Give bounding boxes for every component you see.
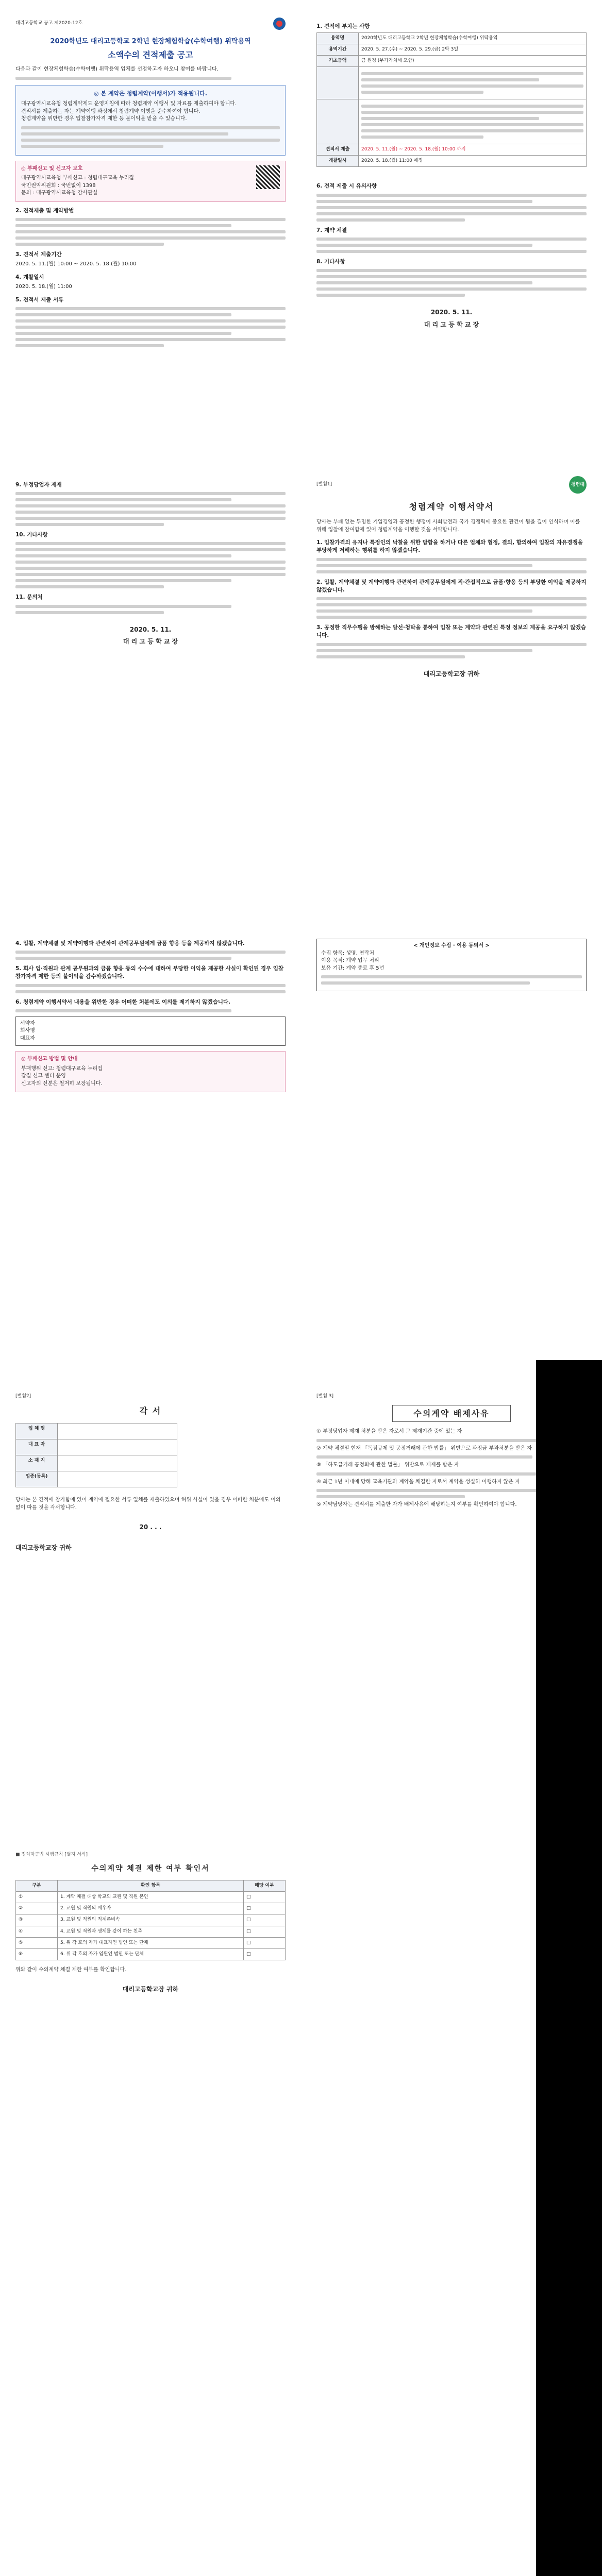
pledge-item: 1. 입찰가격의 유지나 특정인의 낙찰을 위한 담합을 하거나 다른 업체와 협정, 결의, 합의하여 입찰의 자유경쟁을 부당하게 저해하는 행위를 하지 않겠습니다. xyxy=(316,539,583,554)
privacy-item: 이용 목적: 계약 업무 처리 xyxy=(321,958,379,963)
page2-left-column xyxy=(0,459,301,912)
restriction-table xyxy=(15,1880,286,1960)
table-row: ③ 3. 교원 및 직원의 직계존비속 □ xyxy=(16,1914,286,1926)
privacy-item: 보유 기간: 계약 종료 후 5년 xyxy=(321,965,384,971)
attachment-tag: [별첨1] xyxy=(316,482,332,487)
table-row: 개찰일시 2020. 5. 18.(월) 11:00 예정 xyxy=(317,156,587,167)
section-title: 6. 견적 제출 시 유의사항 xyxy=(316,183,377,190)
sign-label: 서약자 xyxy=(20,1020,35,1026)
report-item: 대구광역시교육청 부패신고 : 청렴대구교육 누리집 xyxy=(21,175,134,181)
page1-title xyxy=(15,37,286,61)
title-line1: 2020학년도 대리고등학교 2학년 현장체험학습(수학여행) 위탁용역 xyxy=(50,38,251,45)
pledge-item: 5. 회사 임·직원과 관계 공무원과의 금품 향응 등의 수수에 대하여 부당한 이익을 제공한 사실이 확인된 경우 입찰참가자격 제한 등의 불이익을 감수하겠습니다. xyxy=(15,965,284,980)
black-panel xyxy=(536,1360,602,2576)
table-row: 용역기간 2020. 5. 27.(수) ~ 2020. 5. 29.(금) 2박 3일 xyxy=(317,44,587,56)
restriction-title: 수의계약 체결 제한 여부 확인서 xyxy=(91,1865,210,1873)
table-row: 견적서 제출 2020. 5. 11.(월) ~ 2020. 5. 18.(월) 10:00 까지 xyxy=(317,144,587,156)
page-4 xyxy=(0,1376,602,1829)
privacy-consent-box xyxy=(316,939,587,991)
restriction-sign: 대리고등학교장 귀하 xyxy=(122,1986,179,1993)
notice-title: ◎ 본 계약은 청렴계약(이행서)가 적용됩니다. xyxy=(94,90,207,97)
school-logo-icon xyxy=(273,18,286,30)
pledge-item: 2. 입찰, 계약체결 및 계약이행과 관련하여 관계공무원에게 직·간접적으로 금품·향응 등의 부당한 이익을 제공하지 않겠습니다. xyxy=(316,579,587,593)
form-caption: ■ 정치자금법 시행규칙 [별지 서식] xyxy=(15,1852,88,1857)
page1-right-column xyxy=(301,0,602,453)
report-item: 국민권익위원회 : 국번없이 1398 xyxy=(21,182,96,189)
privacy-title: < 개인정보 수집 · 이용 동의서 > xyxy=(413,943,490,948)
notice-item: 대구광역시교육청 청렴계약제도 운영지침에 따라 청렴계약 이행서 및 자료를 제출하여야 합니다. xyxy=(21,101,237,107)
table-row: ⑥ 6. 위 각 호의 자가 임원인 법인 또는 단체 □ xyxy=(16,1948,286,1960)
title-line2: 소액수의 견적제출 공고 xyxy=(108,49,193,60)
section-title: 4. 개찰일시 xyxy=(15,274,44,280)
affidavit-date: 20 . . . xyxy=(139,1523,162,1531)
integrity-badge: 청렴대구 xyxy=(569,476,587,494)
integrity-notice-box xyxy=(15,85,286,156)
exclusion-item: ② 계약 체결일 현재 「독점규제 및 공정거래에 관한 법률」 위반으로 과징금 부과처분을 받은 자 xyxy=(316,1445,532,1451)
table-row: 업 체 명 xyxy=(16,1423,177,1439)
exclusion-item: ④ 최근 1년 이내에 당해 교육기관과 계약을 체결한 자로서 계약을 성실히 이행하지 않은 자 xyxy=(316,1479,520,1485)
page5-left-column xyxy=(0,1834,301,2287)
page-1 xyxy=(0,0,602,453)
affidavit-sign: 대리고등학교장 귀하 xyxy=(15,1544,72,1551)
section-title: 5. 견적서 제출 서류 xyxy=(15,296,64,303)
submission-period: 2020. 5. 11.(월) 10:00 ~ 2020. 5. 18.(월) 10:00 xyxy=(15,261,137,267)
right-section-title: 1. 견적에 부치는 사항 xyxy=(316,23,370,29)
affidavit-title: 각 서 xyxy=(139,1406,162,1416)
sign-date: 2020. 5. 11. xyxy=(430,309,473,316)
table-row: 구분 확인 항목 해당 여부 xyxy=(16,1880,286,1892)
page1-left-column xyxy=(0,0,301,453)
attachment-tag: [별첨 3] xyxy=(316,1394,333,1399)
sign-date: 2020. 5. 11. xyxy=(129,625,172,633)
page-3 xyxy=(0,917,602,1370)
page3-left-column xyxy=(0,917,301,1370)
pledge-title: 청렴계약 이행서약서 xyxy=(409,502,494,512)
exclusion-title: 수의계약 배제사유 xyxy=(392,1405,511,1422)
table-row: 대 표 자 xyxy=(16,1439,177,1455)
notice-item: 견적서를 제출하는 자는 계약이행 과정에서 청렴계약 이행을 준수하여야 합니다. xyxy=(21,108,200,114)
privacy-item: 수집 항목: 성명, 연락처 xyxy=(321,950,375,956)
table-row: 기초금액 금 원정 (부가가치세 포함) xyxy=(317,56,587,67)
affidavit-body: 당사는 본 견적에 참가함에 있어 계약에 필요한 서류 일체를 제출하였으며 허위 사실이 있을 경우 어떠한 처분에도 이의 없이 따를 것을 각서합니다. xyxy=(15,1497,281,1511)
page-5 xyxy=(0,1834,602,2287)
table-row: ① 1. 계약 체결 대상 학교의 교원 및 직원 본인 □ xyxy=(16,1892,286,1903)
sign-label: 대표자 xyxy=(20,1035,35,1041)
section-title: 3. 견적서 제출기간 xyxy=(15,251,62,258)
exclusion-item: ① 부정당업자 제재 처분을 받은 자로서 그 제재기간 중에 있는 자 xyxy=(316,1429,462,1435)
pledge-item: 3. 공정한 직무수행을 방해하는 알선·청탁을 통하여 입찰 또는 계약과 관련된 특정 정보의 제공을 요구하지 않겠습니다. xyxy=(316,624,586,639)
pledge-heading: 4. 입찰, 계약체결 및 계약이행과 관련하여 관계공무원에게 금품 향응 등을 제공하지 않겠습니다. xyxy=(15,940,245,946)
pledge-intro: 당사는 부패 없는 투명한 기업경영과 공정한 행정이 사회발전과 국가 경쟁력에 중요한 관건이 됨을 깊이 인식하며 이를 위해 입찰에 참여함에 있어 청렴계약을 이행할 것을 서약합니다. xyxy=(316,519,580,533)
report-guide-item: 신고자의 신분은 철저히 보장됩니다. xyxy=(21,1080,103,1087)
section-title: 2. 견적제출 및 계약방법 xyxy=(15,207,74,214)
report-guide-item: 부패행위 신고: 청렴대구교육 누리집 xyxy=(21,1065,103,1072)
opening-date: 2020. 5. 18.(월) 11:00 xyxy=(15,284,72,290)
table-row xyxy=(317,99,587,144)
affidavit-table xyxy=(15,1423,177,1487)
page3-right-column xyxy=(301,917,602,1370)
table-row: ⑤ 5. 위 각 호의 자가 대표자인 법인 또는 단체 □ xyxy=(16,1937,286,1948)
pledge-item: 6. 청렴계약 이행서약서 내용을 위반한 경우 어떠한 처분에도 이의를 제기하지 않겠습니다. xyxy=(15,998,230,1005)
notice-item: 청렴계약을 위반한 경우 입찰참가자격 제한 등 불이익을 받을 수 있습니다. xyxy=(21,116,187,122)
report-item: 문의 : 대구광역시교육청 감사관실 xyxy=(21,190,98,196)
restriction-footer: 위와 같이 수의계약 체결 제한 여부를 확인합니다. xyxy=(15,1967,127,1973)
bid-info-table xyxy=(316,32,587,167)
sign-org: 대 리 고 등 학 교 장 xyxy=(123,638,178,646)
attachment-tag: [별첨2] xyxy=(15,1394,31,1399)
report-guide-item: 갑질 신고 센터 운영 xyxy=(21,1073,66,1079)
table-row: 업종(등록) xyxy=(16,1471,177,1487)
sign-label: 회사명 xyxy=(20,1028,35,1034)
table-row: ④ 4. 교원 및 직원과 생계를 같이 하는 친족 □ xyxy=(16,1926,286,1937)
report-guide-box xyxy=(15,1051,286,1092)
qr-code-icon xyxy=(256,165,280,189)
exclusion-item: ⑤ 계약담당자는 견적서를 제출한 자가 배제사유에 해당하는지 여부를 확인하여야 합니다. xyxy=(316,1502,517,1508)
table-row: 소 재 지 xyxy=(16,1455,177,1471)
table-row: ② 2. 교원 및 직원의 배우자 □ xyxy=(16,1903,286,1914)
table-row: 용역명 2020학년도 대리고등학교 2학년 현장체험학습(수학여행) 위탁용역 xyxy=(317,33,587,44)
section-title: 10. 기타사항 xyxy=(15,532,48,538)
sign-org: 대 리 고 등 학 교 장 xyxy=(424,320,479,328)
section-title: 9. 부정당업자 제재 xyxy=(15,482,62,488)
exclusion-item: ③ 「하도급거래 공정화에 관한 법률」 위반으로 제재를 받은 자 xyxy=(316,1462,459,1468)
page2-right-column xyxy=(301,459,602,912)
report-box xyxy=(15,161,286,202)
header-code: 대리고등학교 공고 제2020-12호 xyxy=(15,21,83,26)
pledge-footer: 대리고등학교장 귀하 xyxy=(423,670,480,677)
section-title: 7. 계약 체결 xyxy=(316,227,347,233)
intro-text: 다음과 같이 현장체험학습(수학여행) 위탁용역 업체를 선정하고자 하오니 참여를 바랍니다. xyxy=(15,66,219,73)
page4-left-column xyxy=(0,1376,301,1829)
report-title: ◎ 부패신고 및 신고자 보호 xyxy=(21,165,83,172)
signature-box xyxy=(15,1016,286,1046)
report-guide-title: ◎ 부패신고 방법 및 안내 xyxy=(21,1056,78,1062)
table-row xyxy=(317,67,587,99)
section-title: 11. 문의처 xyxy=(15,594,43,601)
page-2 xyxy=(0,459,602,912)
section-title: 8. 기타사항 xyxy=(316,258,345,265)
page1-header xyxy=(15,18,286,30)
